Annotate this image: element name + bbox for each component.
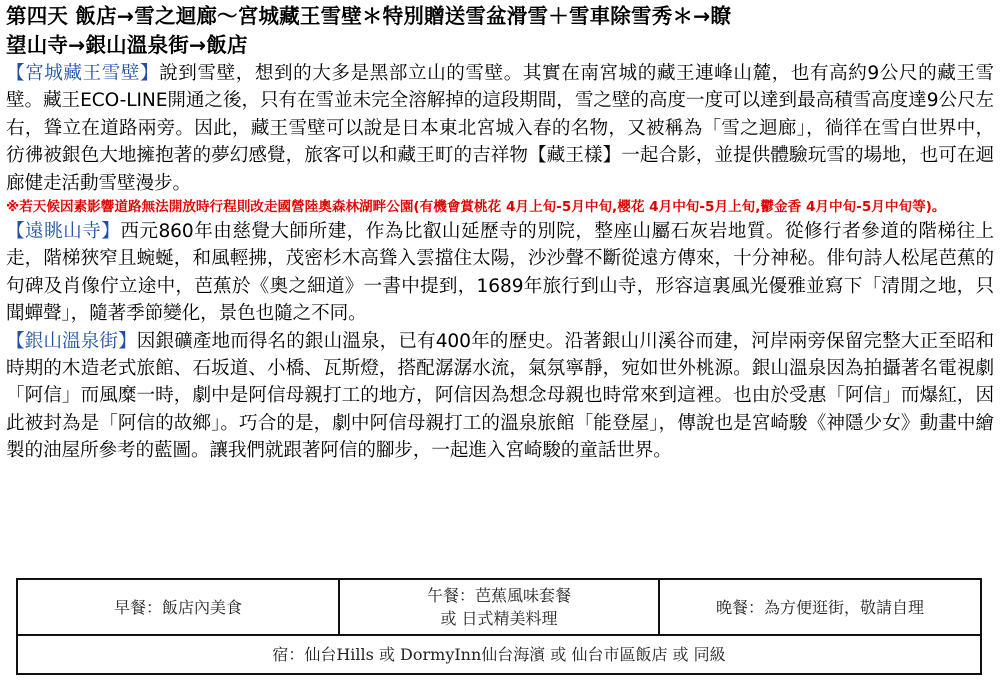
breakfast-text: 早餐：飯店內美食 — [113, 597, 242, 617]
lunch-text-line2: 或 日式精美料理 — [440, 609, 558, 628]
day-title-line2: 望山寺→銀山溫泉街→飯店 — [6, 33, 248, 57]
section-yamadera — [6, 218, 994, 328]
section-ginzan-onsen — [6, 328, 994, 465]
section-zao-snow-wall — [6, 60, 994, 197]
section-title: 【遠眺山寺】 — [6, 221, 121, 243]
day-title — [6, 2, 994, 60]
lodging-row — [17, 635, 981, 674]
section-title: 【宮城藏王雪壁】 — [6, 63, 160, 84]
meal-row — [17, 579, 981, 635]
lodging-text: 宿：仙台Hills 或 DormyInn仙台海濱 或 仙台市區飯店 或 同級 — [272, 645, 726, 664]
section-title: 【銀山溫泉街】 — [6, 330, 137, 352]
lunch-text-line1: 午餐：芭蕉風味套餐 — [426, 586, 571, 605]
weather-notice: ※若天候因素影響道路無法開放時行程則改走國營陸奧森林湖畔公園(有機會賞桃花 4月上旬-5月中旬,櫻花 4月中旬-5月上旬,鬱金香 4月中旬-5月中旬等)。 — [6, 199, 946, 216]
dinner-text: 晚餐：為方便逛街，敬請自理 — [716, 597, 925, 617]
section-body: 因銀礦產地而得名的銀山溫泉，已有400年的歷史。沿著銀山川溪谷而建，河岸兩旁保留完整大正至昭和時期的木造老式旅館、石坂道、小橋、瓦斯燈，搭配潺潺水流，氣氛寧靜，宛如世外桃源。銀山溫泉因為拍攝著名電視劇「阿信」而風糜一時，劇中是阿信母親打工的地方，阿信因為想念母親也時常來到這裡。也由於受惠「阿信」而爆紅，因此被封為是「阿信的故鄉」。巧合的是，劇中阿信母親打工的溫泉旅館「能登屋」，傳說也是宮崎駿《神隱少女》動畫中繪製的油屋所參考的藍圖。讓我們就跟著阿信的腳步，一起進入宮崎駿的童話世界。 — [6, 330, 994, 462]
section-body: 西元860年由慈覺大師所建，作為比叡山延歷寺的別院，整座山屬石灰岩地質。從修行者參道的階梯往上走，階梯狹窄且蜿蜒，和風輕拂，茂密杉木高聳入雲擋住太陽，沙沙聲不斷從遠方傳來，十分神秘。俳句詩人松尾芭蕉的句碑及肖像佇立途中，芭蕉於《奧之細道》一書中提到，1689年旅行到山寺，形容這裏風光優雅並寫下「清閒之地，只聞蟬聲」，隨著季節變化，景色也隨之不同。 — [6, 221, 994, 325]
breakfast-cell — [17, 579, 339, 635]
section-body: 說到雪壁，想到的大多是黑部立山的雪壁。其實在南宮城的藏王連峰山麓，也有高約9公尺的藏王雪壁。藏王ECO-LINE開通之後，只有在雪並未完全溶解掉的這段期間，雪之壁的高度一度可以達到最高積雪高度達9公尺左右，聳立在道路兩旁。因此，藏王雪壁可以說是日本東北宮城入春的名物，又被稱為「雪之迴廊」，徜徉在雪白世界中，彷彿被銀色大地擁抱著的夢幻感覺，旅客可以和藏王町的吉祥物【藏王樣】一起合影，並提供體驗玩雪的場地，也可在迴廊健走活動雪壁漫步。 — [6, 63, 994, 194]
meal-lodging-table — [16, 578, 982, 675]
lodging-cell — [17, 635, 981, 674]
day-title-line1: 第四天 飯店→雪之迴廊～宮城藏王雪壁＊特別贈送雪盆滑雪＋雪車除雪秀＊→瞭 — [6, 4, 732, 28]
lunch-cell — [339, 579, 659, 635]
dinner-cell — [659, 579, 981, 635]
